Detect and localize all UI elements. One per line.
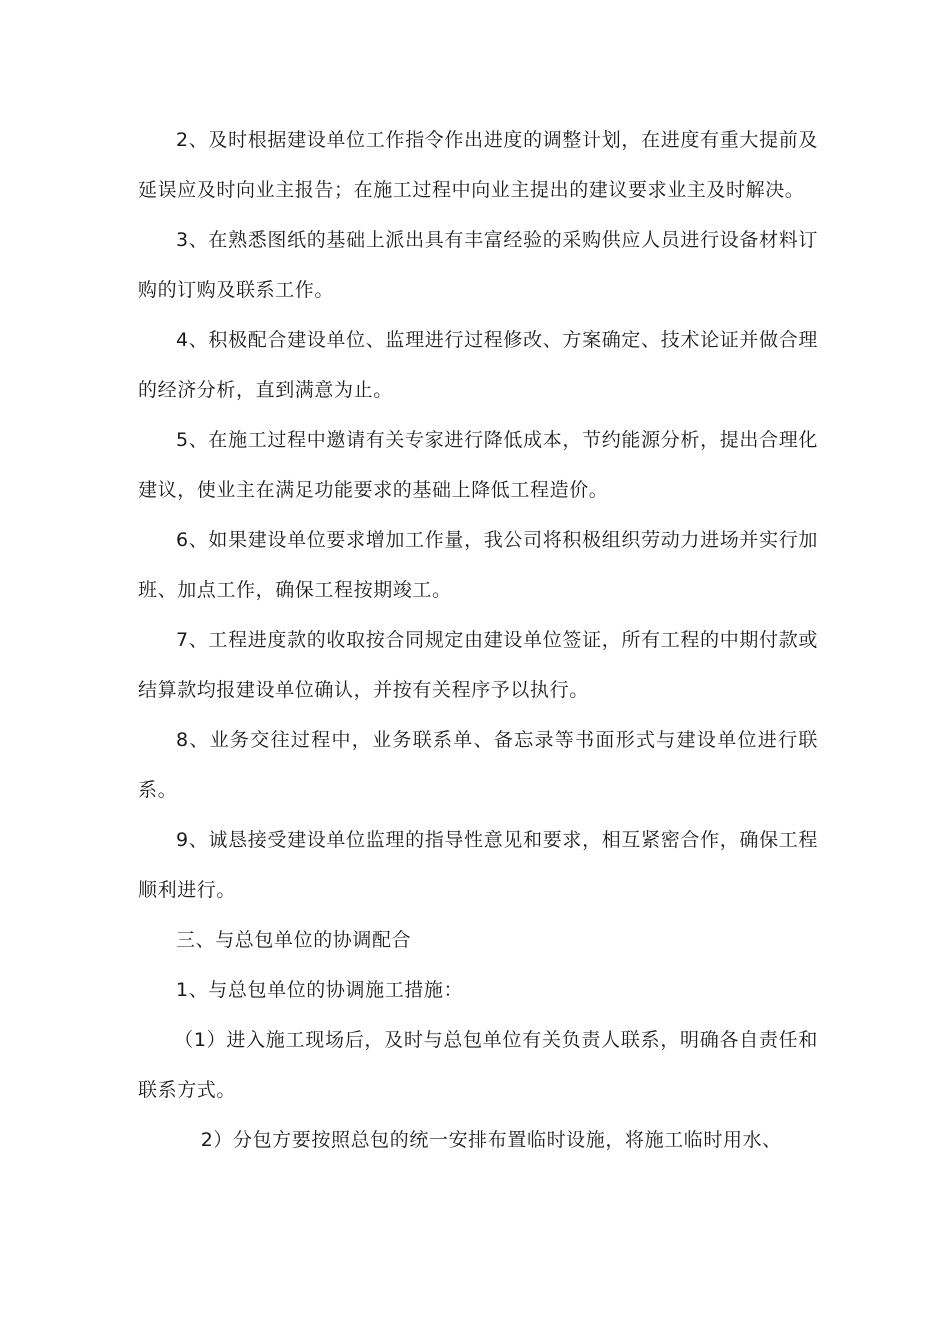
paragraph-item-3: 3、在熟悉图纸的基础上派出具有丰富经验的采购供应人员进行设备材料订购的订购及联系工作。 — [138, 229, 818, 301]
sub-item-1: （1）进入施工现场后，及时与总包单位有关负责人联系，明确各自责任和联系方式。 — [138, 1029, 818, 1101]
paragraph-item-6: 6、如果建设单位要求增加工作量，我公司将积极组织劳动力进场并实行加班、加点工作，确保工程按期竣工。 — [138, 529, 818, 601]
paragraph-item-9: 9、诚恳接受建设单位监理的指导性意见和要求，相互紧密合作，确保工程顺利进行。 — [138, 829, 818, 901]
paragraph-item-8: 8、业务交往过程中，业务联系单、备忘录等书面形式与建设单位进行联系。 — [138, 729, 818, 801]
sub-item-2: 2）分包方要按照总包的统一安排布置临时设施，将施工临时用水、 — [200, 1129, 782, 1151]
paragraph-item-7: 7、工程进度款的收取按合同规定由建设单位签证，所有工程的中期付款或结算款均报建设单位确认，并按有关程序予以执行。 — [138, 629, 818, 701]
paragraph-item-4: 4、积极配合建设单位、监理进行过程修改、方案确定、技术论证并做合理的经济分析，直到满意为止。 — [138, 329, 818, 401]
paragraph-item-5: 5、在施工过程中邀请有关专家进行降低成本，节约能源分析，提出合理化建议，使业主在满足功能要求的基础上降低工程造价。 — [138, 429, 818, 501]
subsection-heading: 1、与总包单位的协调施工措施： — [176, 979, 464, 1001]
section-heading: 三、与总包单位的协调配合 — [176, 929, 412, 951]
paragraph-item-2: 2、及时根据建设单位工作指令作出进度的调整计划，在进度有重大提前及延误应及时向业主报告；在施工过程中向业主提出的建议要求业主及时解决。 — [138, 129, 818, 201]
document-body — [138, 115, 818, 1165]
